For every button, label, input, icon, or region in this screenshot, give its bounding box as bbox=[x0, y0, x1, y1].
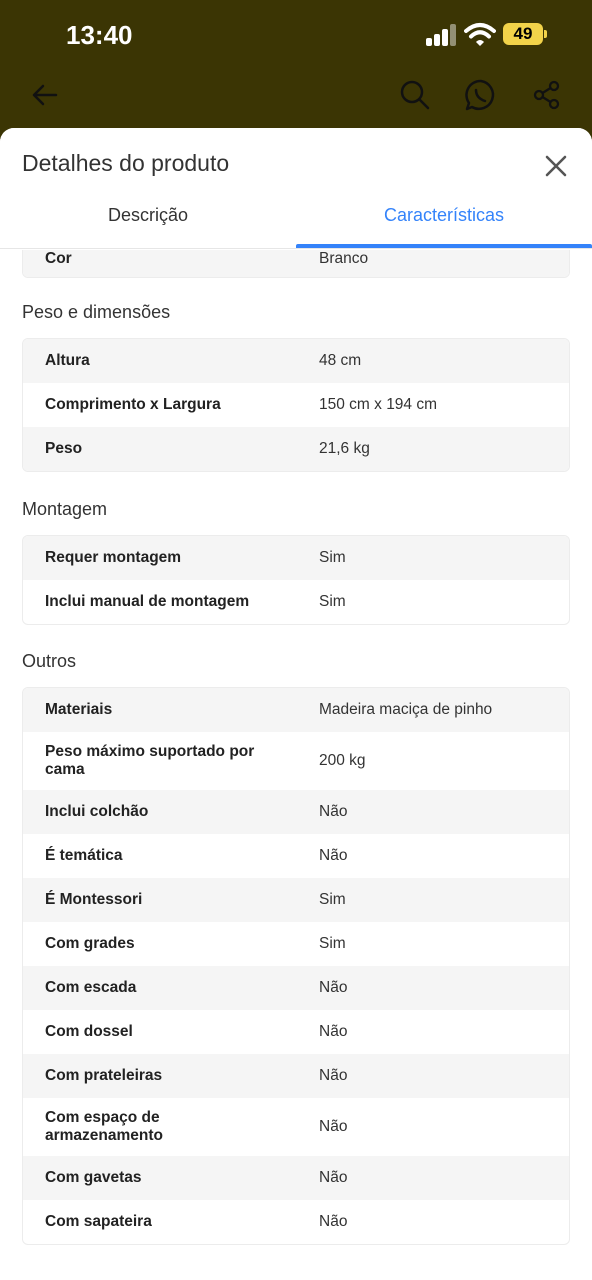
section-title-assembly: Montagem bbox=[22, 499, 108, 519]
close-icon[interactable] bbox=[540, 150, 572, 182]
back-arrow-icon[interactable] bbox=[28, 78, 62, 112]
row-value: Madeira maciça de pinho bbox=[319, 701, 493, 718]
row-value: Não bbox=[319, 979, 348, 996]
section-title-weight: Peso e dimensões bbox=[22, 302, 171, 322]
table-row bbox=[23, 790, 569, 834]
section-title-others: Outros bbox=[22, 651, 77, 671]
weight-dimensions-table bbox=[22, 338, 570, 472]
row-key: Requer montagem bbox=[45, 549, 182, 566]
row-key: É Montessori bbox=[45, 891, 143, 908]
row-value: Sim bbox=[319, 549, 346, 566]
row-value: 200 kg bbox=[319, 752, 366, 769]
row-value: Sim bbox=[319, 935, 346, 952]
battery-indicator: 49 bbox=[503, 23, 543, 45]
row-value: Não bbox=[319, 803, 348, 820]
whatsapp-icon[interactable] bbox=[464, 78, 498, 112]
table-row bbox=[23, 688, 569, 732]
row-key: É temática bbox=[45, 847, 123, 864]
row-value: Não bbox=[319, 1023, 348, 1040]
table-row bbox=[23, 1098, 569, 1156]
active-tab-indicator bbox=[296, 244, 592, 248]
row-key: Altura bbox=[45, 352, 90, 369]
table-row bbox=[23, 1010, 569, 1054]
row-value: 48 cm bbox=[319, 352, 362, 369]
row-key: Com prateleiras bbox=[45, 1067, 163, 1084]
search-icon[interactable] bbox=[398, 78, 432, 112]
table-row bbox=[23, 339, 569, 383]
row-key: Inclui colchão bbox=[45, 803, 149, 820]
assembly-table bbox=[22, 535, 570, 625]
tab-divider bbox=[0, 248, 592, 249]
wifi-icon bbox=[464, 22, 496, 48]
row-key: Comprimento x Largura bbox=[45, 396, 221, 413]
table-row bbox=[23, 1054, 569, 1098]
row-key: Peso máximo suportado por cama bbox=[45, 743, 255, 778]
table-row bbox=[23, 383, 569, 427]
table-row bbox=[23, 922, 569, 966]
share-icon[interactable] bbox=[530, 78, 564, 112]
sheet-title: Detalhes do produto bbox=[22, 150, 230, 176]
status-time: 13:40 bbox=[66, 20, 133, 50]
sheet-header bbox=[0, 128, 592, 250]
row-key: Com escada bbox=[45, 979, 137, 996]
row-value: Sim bbox=[319, 891, 346, 908]
table-row bbox=[23, 536, 569, 580]
table-row bbox=[23, 834, 569, 878]
row-value: Não bbox=[319, 1067, 348, 1084]
row-value: Não bbox=[319, 1213, 348, 1230]
row-key: Materiais bbox=[45, 701, 113, 718]
row-key: Com espaço de armazenamento bbox=[45, 1109, 164, 1144]
table-row bbox=[23, 732, 569, 790]
row-key: Com sapateira bbox=[45, 1213, 152, 1230]
row-value: 21,6 kg bbox=[319, 440, 370, 457]
tab-description[interactable]: Descrição bbox=[107, 205, 189, 225]
table-row bbox=[23, 427, 569, 471]
battery-nub bbox=[544, 30, 547, 38]
row-value: Não bbox=[319, 1169, 348, 1186]
row-value: Branco bbox=[319, 250, 369, 267]
row-key: Com grades bbox=[45, 935, 135, 952]
status-bar bbox=[0, 0, 592, 70]
row-value: 150 cm x 194 cm bbox=[319, 396, 438, 413]
row-key: Inclui manual de montagem bbox=[45, 593, 250, 610]
signal-icon bbox=[426, 24, 458, 46]
characteristics-content[interactable] bbox=[0, 128, 592, 1280]
product-details-sheet bbox=[0, 128, 592, 1280]
tab-characteristics[interactable]: Características bbox=[383, 205, 505, 225]
row-key: Com gavetas bbox=[45, 1169, 142, 1186]
table-row bbox=[23, 1200, 569, 1244]
table-row bbox=[23, 1156, 569, 1200]
table-row bbox=[23, 878, 569, 922]
row-value: Não bbox=[319, 1118, 348, 1135]
row-key: Com dossel bbox=[45, 1023, 133, 1040]
row-value: Não bbox=[319, 847, 348, 864]
row-value: Sim bbox=[319, 593, 346, 610]
table-row bbox=[23, 580, 569, 624]
row-key: Cor bbox=[45, 250, 72, 267]
row-key: Peso bbox=[45, 440, 83, 457]
others-table bbox=[22, 687, 570, 1245]
table-row bbox=[23, 966, 569, 1010]
